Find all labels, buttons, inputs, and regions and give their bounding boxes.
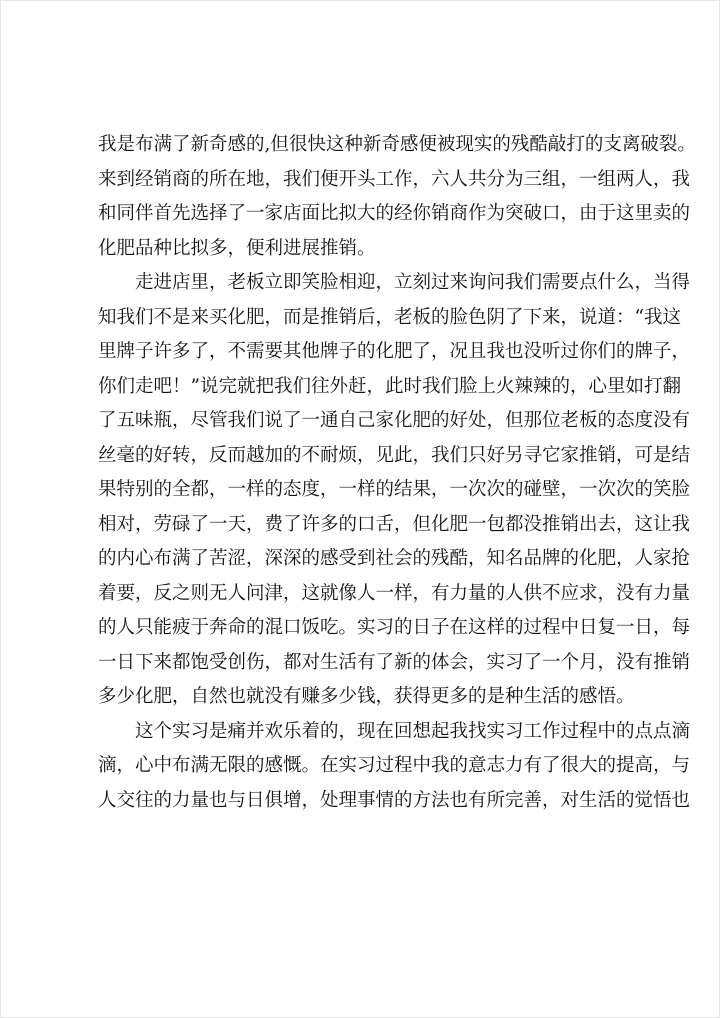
text-line: 知我们不是来买化肥，而是推销后，老板的脸色阴了下来，说道：“我这: [98, 306, 681, 328]
paragraph-start-line: 这个实习是痛并欢乐着的，现在回想起我找实习工作过程中的点点滴: [135, 720, 691, 742]
text-line: 多少化肥，自然也就没有赚多少钱，获得更多的是种生活的感悟。: [98, 686, 635, 707]
text-line: 相对，劳碌了一天，费了许多的口舌，但化肥一包都没推销出去，这让我: [98, 513, 691, 535]
text-line: 化肥品种比拟多，便利进展推销。: [98, 237, 376, 259]
text-line: 一日下来都饱受创伤，都对生活有了新的体会，实习了一个月，没有推销: [98, 651, 691, 673]
text-line: 的内心布满了苦涩，深深的感受到社会的残酷，知名品牌的化肥，人家抢: [98, 548, 691, 569]
text-line: 了五味瓶，尽管我们说了一通自己家化肥的好处，但那位老板的态度没有: [98, 410, 691, 431]
text-line: 我是布满了新奇感的,但很快这种新奇感便被现实的残酷敲打的支离破裂。: [98, 134, 696, 155]
text-line: 滴，心中布满无限的感慨。在实习过程中我的意志力有了很大的提高，与: [98, 755, 691, 776]
text-line: 人交往的力量也与日俱增，处理事情的方法也有所完善，对生活的觉悟也: [98, 789, 691, 811]
body-text: [98, 128, 696, 818]
text-line: 的人只能疲于奔命的混口饭吃。实习的日子在这样的过程中日复一日，每: [98, 617, 691, 638]
text-line: 着要，反之则无人问津，这就像人一样，有力量的人供不应求，没有力量: [98, 582, 691, 604]
paragraph-start-line: 走进店里，老板立即笑脸相迎，立刻过来询问我们需要点什么，当得: [135, 272, 691, 293]
text-line: 和同伴首先选择了一家店面比拟大的经你销商作为突破口，由于这里卖的: [98, 203, 691, 224]
text-line: 丝毫的好转，反而越加的不耐烦，见此，我们只好另寻它家推销，可是结: [98, 444, 691, 466]
text-line: 来到经销商的所在地，我们便开头工作，六人共分为三组，一组两人，我: [98, 168, 691, 190]
text-line: 里牌子许多了，不需要其他牌子的化肥了，况且我也没听过你们的牌子，: [98, 341, 691, 362]
text-line: 果特别的全都，一样的态度，一样的结果，一次次的碰壁，一次次的笑脸: [98, 479, 691, 500]
text-line: 你们走吧！”说完就把我们往外赶，此时我们脸上火辣辣的，心里如打翻: [98, 375, 681, 397]
